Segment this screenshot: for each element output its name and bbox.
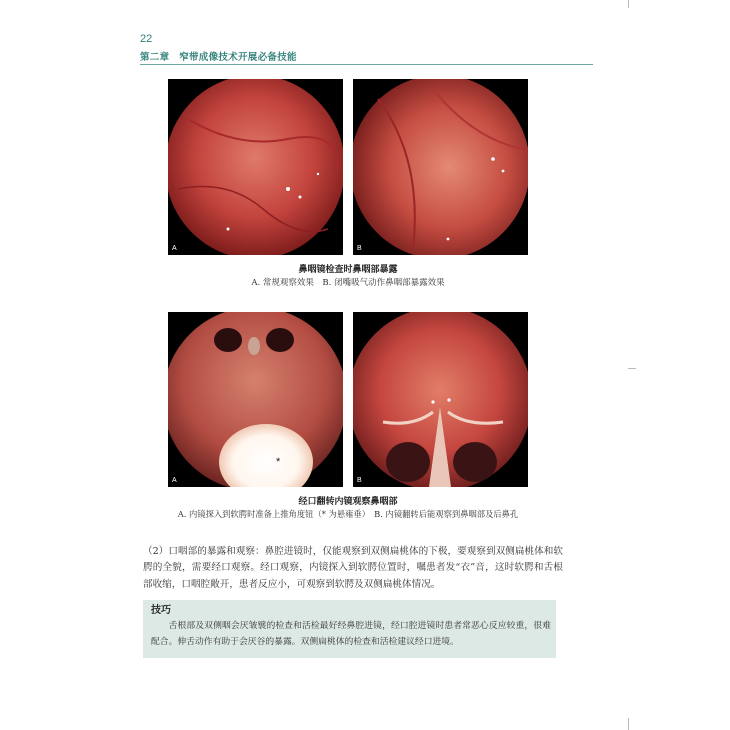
tip-text: 舌根部及双侧咽会厌皱襞的检查和活检最好经鼻腔进镜，经口腔进镜时患者常恶心反应较重，很难配合。伸舌动作有助于会厌谷的暴露。双侧扁桃体的检查和活检建议经口进境。	[151, 621, 551, 647]
figure2-caption: A. 内镜探入到软腭时准备上推角度钮（* 为悬雍垂） B. 内镜翻转后能观察到鼻咽部及后鼻孔	[177, 509, 519, 519]
panel-letter: A	[172, 245, 177, 252]
figure1-panel-b	[353, 79, 528, 255]
chapter-title: 第二章 窄带成像技术开展必备技能	[140, 52, 297, 63]
figure2-title: 经口翻转内镜观察鼻咽部	[298, 497, 398, 507]
crop-mark-top-right	[628, 0, 629, 8]
endoscopy-image-posterior-nares	[353, 312, 528, 487]
page-number: 22	[140, 33, 153, 45]
crop-mark-bottom-right	[628, 718, 629, 730]
figure2-panel-b	[353, 312, 528, 487]
panel-letter: A	[172, 477, 177, 484]
uvula-asterisk: *	[276, 456, 281, 468]
panel-letter: B	[357, 477, 362, 484]
panel-letter: B	[357, 245, 362, 252]
crop-mark-right	[628, 368, 636, 369]
endoscopy-image-soft-palate	[168, 312, 343, 487]
figure2-panel-a	[168, 312, 343, 487]
figure1-panel-a	[168, 79, 343, 255]
header-divider	[140, 64, 593, 65]
endoscopy-image-nasopharynx-normal	[168, 79, 343, 255]
figure1-title: 鼻咽镜检查时鼻咽部暴露	[298, 265, 398, 275]
tip-box	[143, 600, 556, 658]
body-paragraph: （2）口咽部的暴露和观察：鼻腔进镜时，仅能观察到双侧扁桃体的下极，要观察到双侧扁桃体和软腭的全貌，需要经口观察。经口观察，内镜探入到软腭位置时，嘱患者发“衣”音，这时软腭和舌根部收缩，口咽腔敞开，患者反应小，可观察到软腭及双侧扁桃体情况。	[143, 546, 563, 590]
endoscopy-image-nasopharynx-exposed	[353, 79, 528, 255]
figure1-caption: A. 常规观察效果 B. 闭嘴吸气动作鼻咽部暴露效果	[251, 278, 445, 288]
tip-title: 技巧	[151, 605, 171, 616]
